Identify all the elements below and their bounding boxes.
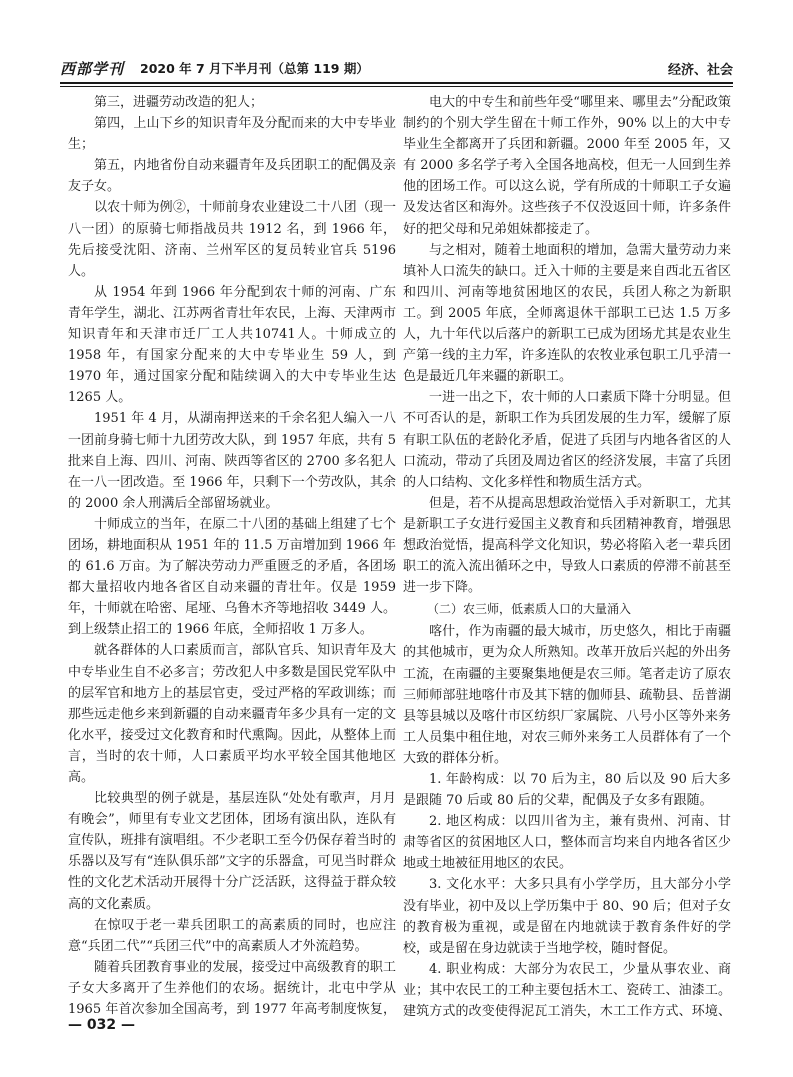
paragraph: 比较典型的例子就是，基层连队“处处有歌声，月月有晚会”，师里有专业文艺团体，团场有演出队，连队有宣传队，班排有演唱组。不少老职工至今仍保存着当时的乐器以及写有“连队俱乐部”文字的乐器盒，可见当时群众性的文化艺术活动开展得十分广泛活跃，这得益于群众较高的文化素质。 [68,791,396,912]
paragraph: 与之相对，随着土地面积的增加，急需大量劳动力来填补人口流失的缺口。迁入十师的主要是来自西北五省区和四川、河南等地贫困地区的农民，兵团人称之为新职工。到 2005 年底，全师离退休干部职工已达 1.5 万多人，九十年代以后落户的新职工已成为团场尤其是农业生产第一线的主力军，许多连队的农牧业承包职工几乎清一色是最近几年来疆的新职工。 [403,242,731,385]
paragraph: 就各群体的人口素质而言，部队官兵、知识青年及大中专毕业生自不必多言；劳改犯人中多数是国民党军队中的层军官和地方上的基层官吏，受过严格的军政训练；而那些远走他乡来到新疆的自动来疆青年多少具有一定的文化水平，接受过文化教育和时代熏陶。因此，从整体上而言，当时的农十师，人口素质平均水平较全国其他地区高。 [68,643,396,785]
paragraph: 第三，进疆劳动改造的犯人； [94,95,264,110]
paragraph: 从 1954 年到 1966 年分配到农十师的河南、广东青年学生，湖北、江苏两省青壮年农民，上海、天津两市知识青年和天津市迁厂工人共10741人。十师成立的1958 年，有国家分配来的大中专毕业生 59 人，到 1970 年，通过国家分配和陆续调入的大中专毕业生达 1265 人。 [68,284,396,406]
paragraph: 一进一出之下，农十师的人口素质下降十分明显。但不可否认的是，新职工作为兵团发展的生力军，缓解了原有职工队伍的老龄化矛盾，促进了兵团与内地各省区的人口流动，带动了兵团及周边省区的经济发展，丰富了兵团的人口结构、文化多样性和物质生活方式。 [403,390,731,490]
paragraph: 以农十师为例②，十师前身农业建设二十八团（现一八一团）的原骑七师指战员共 1912 名，到 1966 年，先后接受沈阳、济南、兰州军区的复员转业官兵 5196 人。 [68,200,396,279]
page-number: — 032 — [68,1017,135,1033]
paragraph: 在惊叹于老一辈兵团职工的高素质的同时，也应注意“兵团二代”“兵团三代”中的高素质人才外流趋势。 [68,917,396,954]
journal-logo: 西部学刊 [60,60,125,78]
right-column [403,92,731,1022]
paragraph: 第四，上山下乡的知识青年及分配而来的大中专毕业生； [68,116,396,153]
paragraph: 1951 年 4 月，从湖南押送来的千余名犯人编入一八一团前身骑七师十九团劳改大队，到 1957 年底，共有 5 批来自上海、四川、河南、陕西等省区的 2700 多名犯人在一八一团改造。至 1966 年，只剩下一个劳改队，其余的 2000 余人刑满后全部留场就业。 [68,411,396,511]
paragraph: 喀什，作为南疆的最大城市，历史悠久，相比于南疆的其他城市，更为众人所熟知。改革开放后兴起的外出务工流，在南疆的主要聚集地便是农三师。笔者走访了原农三师师部驻地喀什市及其下辖的伽师县、疏勒县、岳普湖县等县城以及喀什市区纺织厂家属院、八号小区等外来务工人员集中租住地，对农三师外来务工人员群体有了一个大致的群体分析。 [403,624,731,766]
list-item: 2. 地区构成：以四川省为主，兼有贵州、河南、甘肃等省区的贫困地区人口，整体而言均来自内地各省区少地或土地被征用地区的农民。 [403,814,731,872]
list-item: 4. 职业构成：大部分为农民工，少量从事农业、商业；其中农民工的工种主要包括木工、瓷砖工、油漆工。建筑方式的改变使得泥瓦工消失，木工工作方式、环境、 [403,961,731,1020]
paragraph: 第五，内地省份自动来疆青年及兵团职工的配偶及亲友子女。 [68,158,396,195]
paragraph: 十师成立的当年，在原二十八团的基础上组建了七个团场，耕地面积从 1951 年的 11.5 万亩增加到 1966 年的 61.6 万亩。为了解决劳动力严重匮乏的矛盾，各团场都大量招收内地各省区自动来疆的青壮年。仅是 1959 年，十师就在哈密、尾垭、乌鲁木齐等地招收 3449 人。到上级禁止招工的 1966 年底，全师招收 1 万多人。 [68,516,396,638]
list-item: 3. 文化水平：大多只具有小学学历，且大部分小学没有毕业，初中及以上学历集中于 80、90 后；但对子女的教育极为重视，或是留在内地就读于教育条件好的学校，或是留在身边就读于当地学校，随时督促。 [403,877,731,956]
paragraph: 随着兵团教育事业的发展，接受过中高级教育的职工子女大多离开了生养他们的农场。据统计，北屯中学从 1965 年首次参加全国高考，到 1977 年高考制度恢复， [68,959,396,1018]
page-header [60,58,733,84]
header-rule-thin [60,86,733,87]
header-rule [60,82,733,84]
paragraph: 但是，若不从提高思想政治觉悟入手对新职工，尤其是新职工子女进行爱国主义教育和兵团精神教育，增强思想政治觉悟，提高科学文化知识，势必将陷入老一辈兵团职工的流入流出循环之中，导致人口素质的停滞不前甚至进一步下降。 [403,495,731,596]
list-item: 1. 年龄构成：以 70 后为主，80 后以及 90 后大多是跟随 70 后或 80 后的父辈，配偶及子女多有跟随。 [403,772,731,809]
paragraph: 电大的中专生和前些年受“哪里来、哪里去”分配政策制约的个别大学生留在十师工作外，90% 以上的大中专毕业生全都离开了兵团和新疆。2000 年至 2005 年，又有 2000 多名学子考入全国各地高校，但无一人回到生养他的团场工作。可以这么说，学有所成的十师职工子女遍及发达省区和海外。这些孩子不仅没返回十师，许多条件好的把父母和兄弟姐妹都接走了。 [403,95,731,237]
subsection-heading: （二）农三师，低素质人口的大量涌入 [427,602,632,617]
section-title: 经济、社会 [667,63,733,78]
left-column [68,92,396,1022]
issue-info: 2020 年 7 月下半月刊（总第 119 期） [140,61,369,76]
